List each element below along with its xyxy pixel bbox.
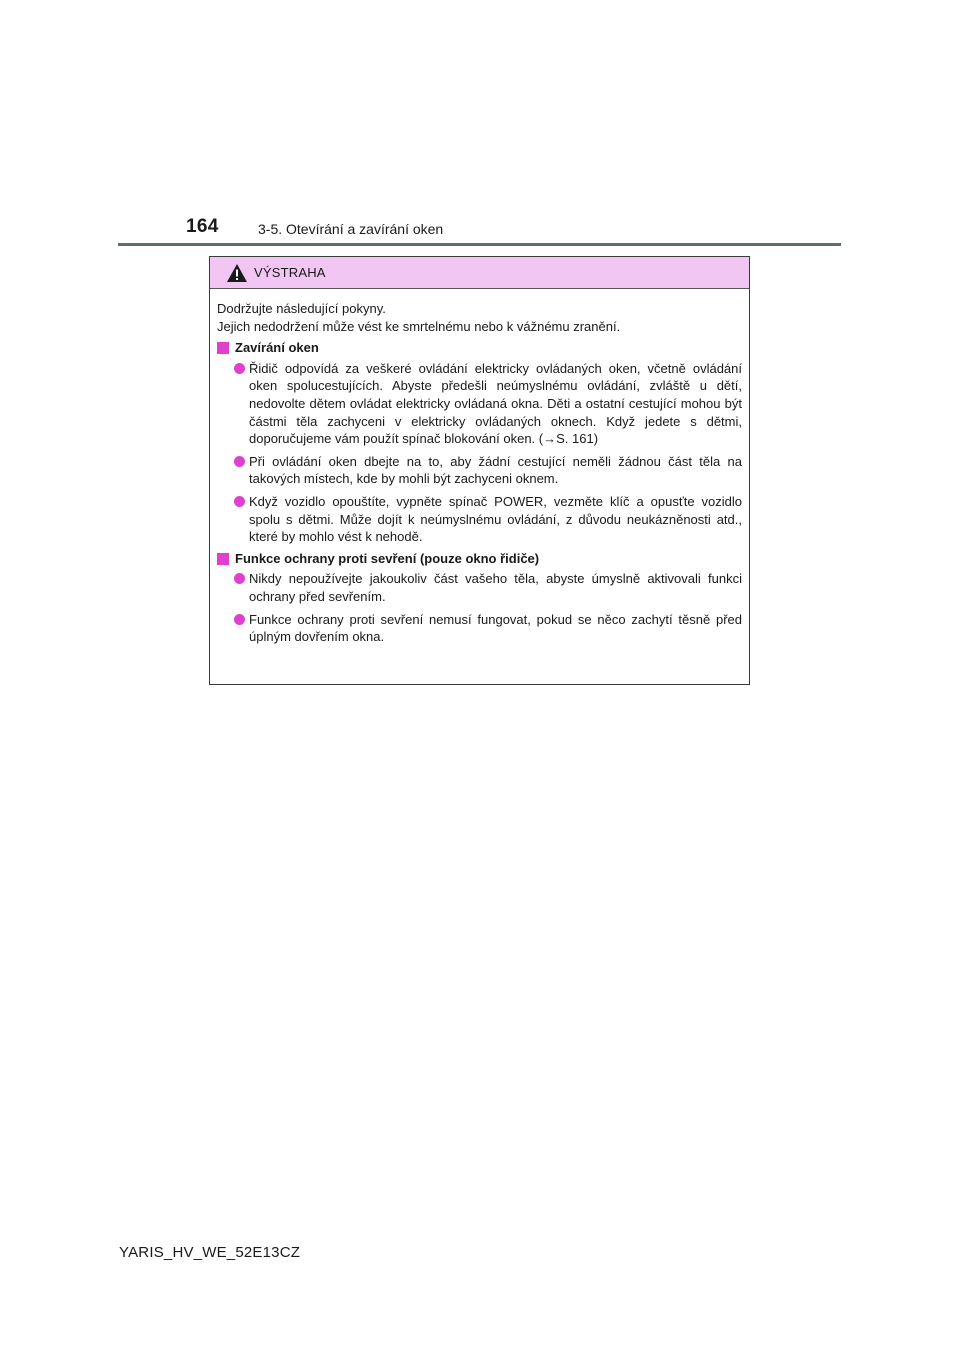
list-item-text: Když vozidlo opouštíte, vypněte spínač POWER, vezměte klíč a opusťte vozidlo spolu s dětmi. Může dojít k neúmyslnému ovládání, z důvodu neukázněnosti atd., které by mohlo vést k nehodě. [249,493,742,545]
circle-bullet-icon [234,496,245,507]
list-item-text: Funkce ochrany proti sevření nemusí fungovat, pokud se něco zachytí těsně před úplným dovřením okna. [249,611,742,645]
warning-header [210,257,749,289]
list-item [217,453,742,488]
header-rule [118,243,841,246]
circle-bullet-icon [234,614,245,625]
document-code: YARIS_HV_WE_52E13CZ [119,1244,301,1261]
subheading-jam-protection [217,550,742,568]
warning-body [210,289,749,646]
list-item-text: Při ovládání oken dbejte na to, aby žádní cestující neměli žádnou část těla na takových místech, kde by mohli být zachyceni oknem. [249,453,742,487]
list-item [217,611,742,646]
page-number: 164 [186,216,219,237]
circle-bullet-icon [234,456,245,467]
list-item-text: Řidič odpovídá za veškeré ovládání elektricky ovládaných oken, včetně ovládání oken spolucestujících. Abyste předešli neúmyslnému ovládání, zvláště u dětí, nedovolte dětem ovládat elektricky ovládaná okna. Děti a ostatní cestující mohou být částmi těla zachyceni v elektricky ovládaných oknech. Když jedete s dětmi, doporučujeme vám použít spínač blokování oken. (→S. 161) [249,360,742,447]
warning-intro [217,300,742,335]
circle-bullet-icon [234,573,245,584]
list-item-text: Nikdy nepoužívejte jakoukoliv část vašeho těla, abyste úmyslně aktivovali funkci ochrany před sevřením. [249,571,742,604]
list-item [217,360,742,448]
section-title: 3-5. Otevírání a zavírání oken [258,221,444,237]
square-bullet-icon [217,553,229,565]
intro-line-1: Dodržujte následující pokyny. [217,301,386,316]
subheading-text: Funkce ochrany proti sevření (pouze okno řidiče) [235,550,540,566]
circle-bullet-icon [234,363,245,374]
warning-title: VÝSTRAHA [254,265,326,280]
warning-box [209,256,750,685]
intro-line-2: Jejich nedodržení může vést ke smrtelnému nebo k vážnému zranění. [217,318,621,334]
list-item [217,570,742,605]
subheading-text: Zavírání oken [235,340,319,356]
warning-triangle-icon [226,263,248,283]
list-item [217,493,742,546]
subheading-closing-windows [217,339,742,357]
square-bullet-icon [217,342,229,354]
